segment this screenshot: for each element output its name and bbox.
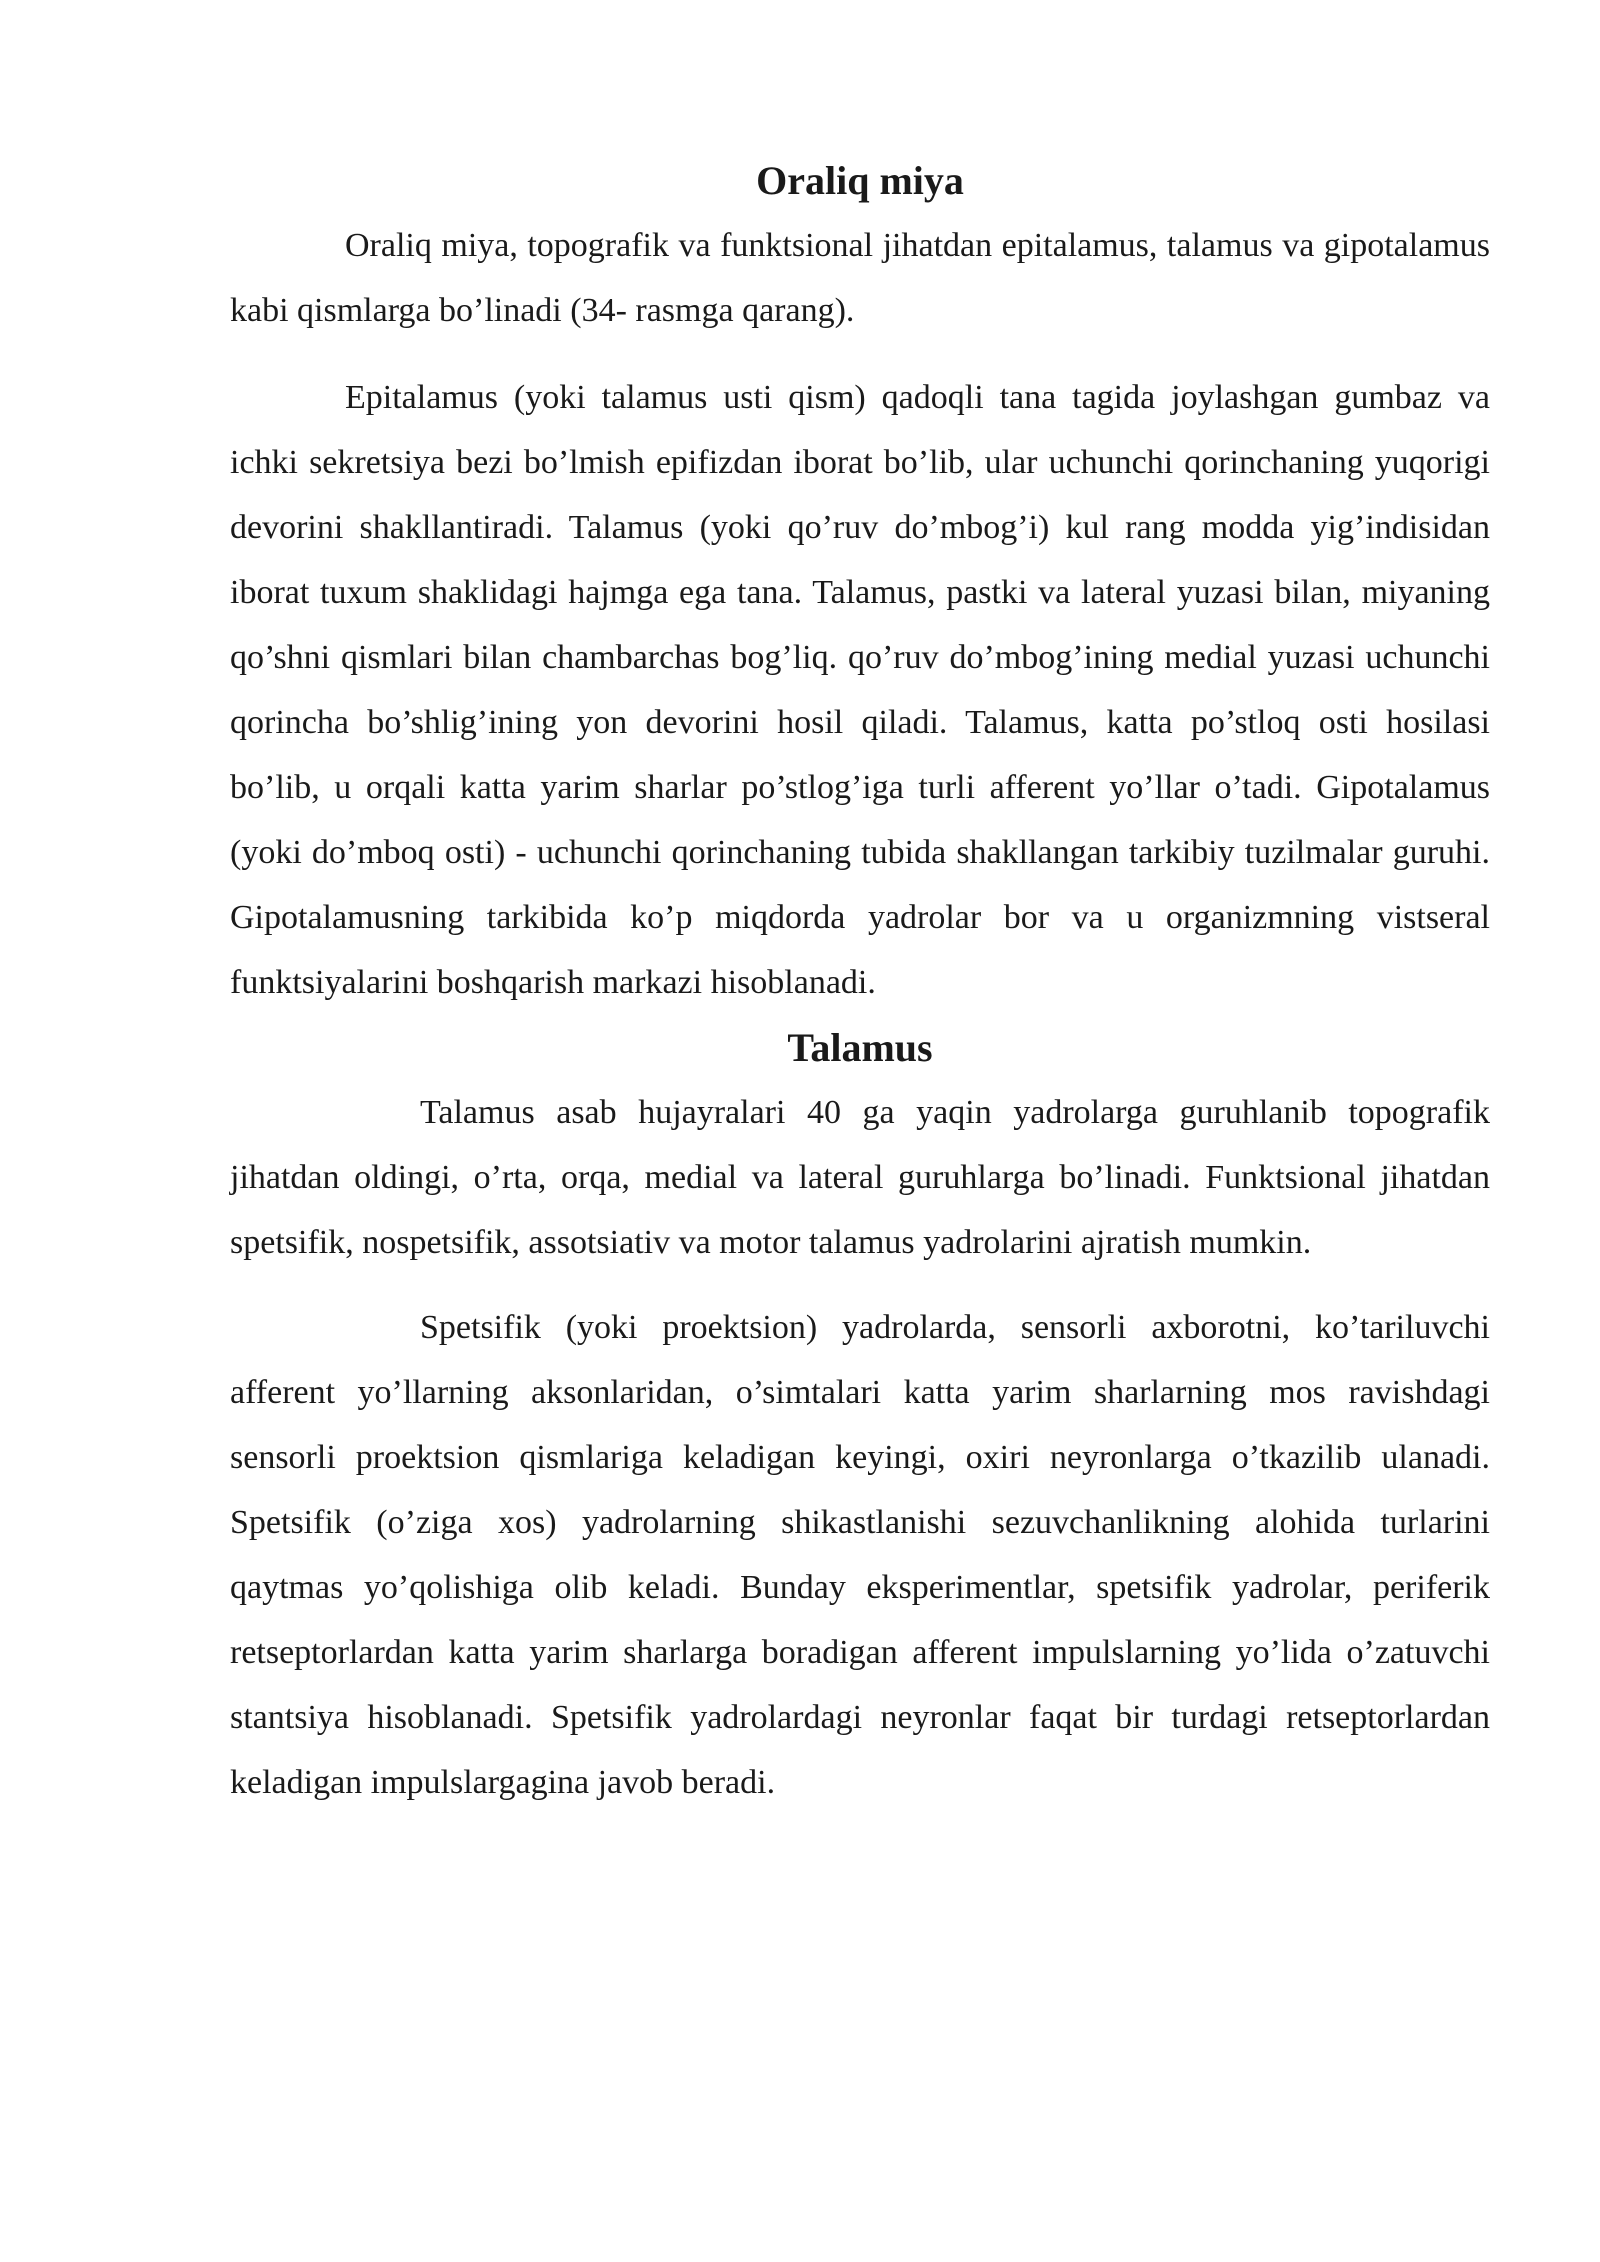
document-body	[230, 148, 1490, 1815]
paragraph-talamus-nuclei: Talamus asab hujayralari 40 ga yaqin yadrolarga guruhlanib topografik jihatdan oldingi, o’rta, orqa, medial va lateral guruhlarga bo’linadi. Funktsional jihatdan spetsifik, nospetsifik, assotsiativ va motor talamus yadrolarini ajratish mumkin.	[230, 1094, 1490, 1261]
paragraph-specific-nuclei: Spetsifik (yoki proektsion) yadrolarda, sensorli axborotni, ko’tariluvchi afferent yo’llarning aksonlaridan, o’simtalari katta yarim sharlarning mos ravishdagi sensorli proektsion qismlariga keladigan keyingi, oxiri neyronlarga o’tkazilib ulanadi. Spetsifik (o’ziga xos) yadrolarning shikastlanishi sezuvchanlikning alohida turlarini qaytmas yo’qolishiga olib keladi. Bunday eksperimentlar, spetsifik yadrolar, periferik retseptorlardan katta yarim sharlarga boradigan afferent impulslarning yo’lida o’zatuvchi stantsiya hisoblanadi. Spetsifik yadrolardagi neyronlar faqat bir turdagi retseptorlardan keladigan impulslargagina javob beradi.	[230, 1309, 1490, 1801]
section-title: Talamus	[787, 1025, 933, 1070]
paragraph-epitalamus: Epitalamus (yoki talamus usti qism) qadoqli tana tagida joylashgan gumbaz va ichki sekretsiya bezi bo’lmish epifizdan iborat bo’lib, ular uchunchi qorinchaning yuqorigi devorini shakllantiradi. Talamus (yoki qo’ruv do’mbog’i) kul rang modda yig’indisidan iborat tuxum shaklidagi hajmga ega tana. Talamus, pastki va lateral yuzasi bilan, miyaning qo’shni qismlari bilan chambarchas bog’liq. qo’ruv do’mbog’ining medial yuzasi uchunchi qorincha bo’shlig’ining yon devorini hosil qiladi. Talamus, katta po’stloq osti hosilasi bo’lib, u orqali katta yarim sharlar po’stlog’iga turli afferent yo’llar o’tadi. Gipotalamus (yoki do’mboq osti) - uchunchi qorinchaning tubida shakllangan tarkibiy tuzilmalar guruhi. Gipotalamusning tarkibida ko’p miqdorda yadrolar bor va u organizmning vistseral funktsiyalarini boshqarish markazi hisoblanadi.	[230, 379, 1490, 1001]
paragraph-intro: Oraliq miya, topografik va funktsional jihatdan epitalamus, talamus va gipotalamus kabi qismlarga bo’linadi (34- rasmga qarang).	[230, 227, 1490, 329]
page-title: Oraliq miya	[756, 158, 964, 203]
